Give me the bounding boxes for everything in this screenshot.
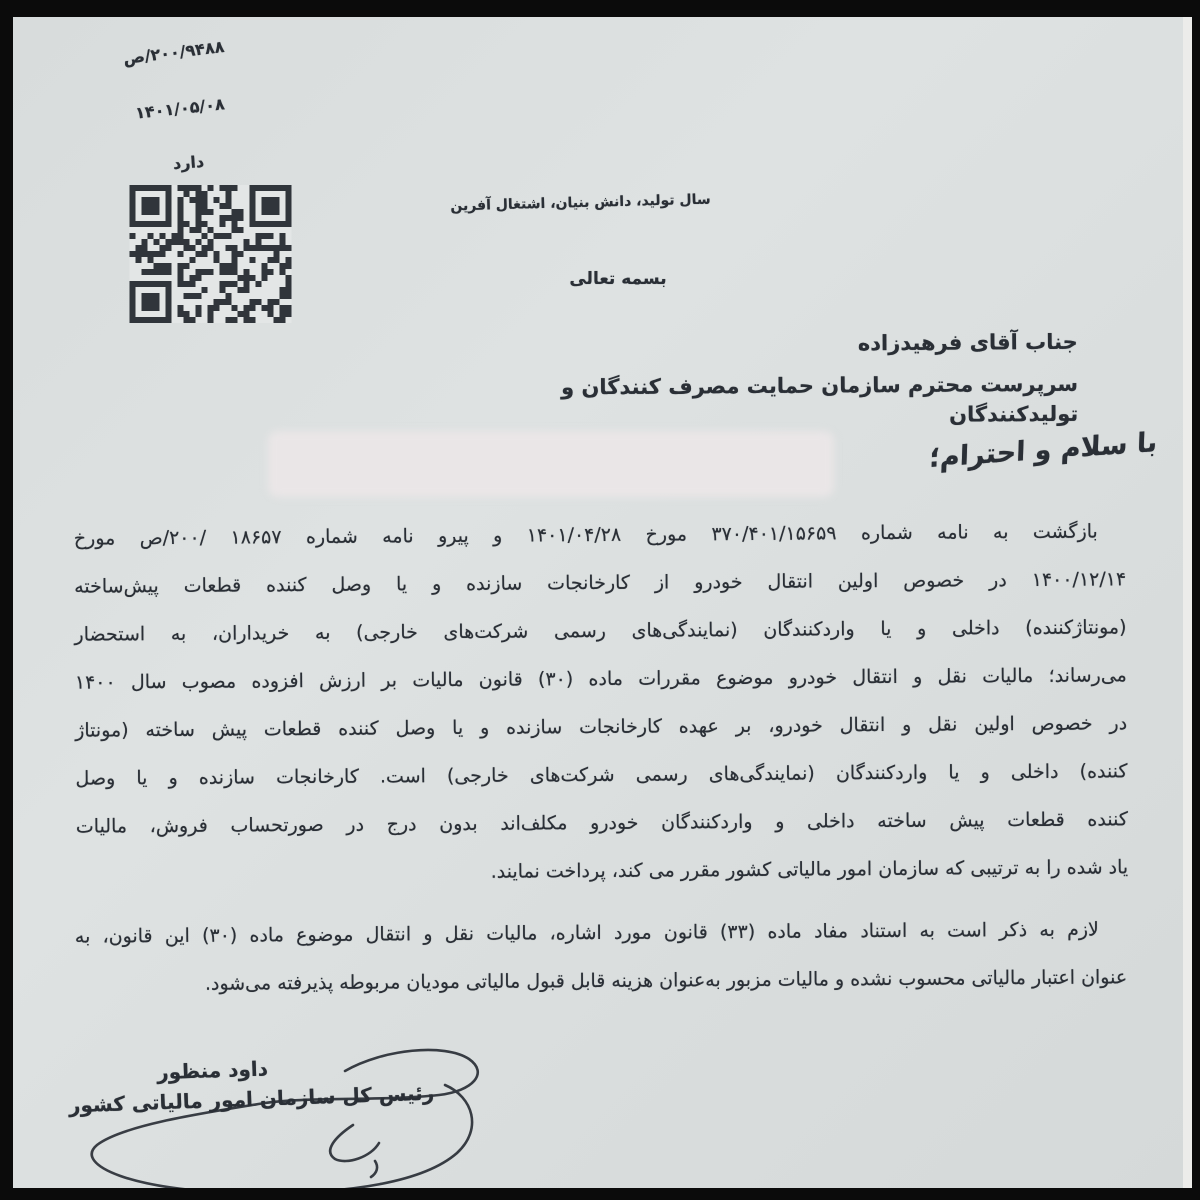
body-line: (مونتاژکننده) داخلی و یا واردکنندگان (نمایندگی‌های رسمی شرکت‌های خارجی) به خریداران، به استحضار (74, 616, 1127, 646)
recipient-title: سرپرست محترم سازمان حمایت مصرف کنندگان و تولیدکنندگان (561, 371, 1079, 427)
letter-date: ۱۴۰۱/۰۵/۰۸ (134, 94, 226, 123)
recipient-block (438, 327, 1079, 433)
body-paragraph-2 (75, 905, 1128, 1008)
body-line: در خصوص اولین نقل و انتقال خودرو، بر عهده کارخانجات سازنده و یا وصل کننده قطعات پیش ساخته (مونتاژ (75, 712, 1128, 742)
body-paragraph-1 (74, 507, 1129, 898)
body-line: ۱۴۰۰/۱۲/۱۴ در خصوص اولین انتقال خودرو از کارخانجات سازنده و یا وصل کننده قطعات پیش‌ساخته (74, 568, 1127, 598)
scan-border-right (1192, 0, 1200, 1200)
body-line: عنوان اعتبار مالیاتی محسوب نشده و مالیات مزبور به‌عنوان هزینه قابل قبول مالیاتی مودیان مربوطه پذیرفته می‌شود. (204, 966, 1128, 995)
body-line: لازم به ذکر است به استناد مفاد ماده (۳۳) قانون مورد اشاره، مالیات نقل و انتقال موضوع ماده (۳۰) این قانون، به (74, 918, 1099, 948)
letter-paper (13, 17, 1183, 1188)
scan-border-left (0, 0, 13, 1200)
scan-edge-sliver (1183, 17, 1192, 1188)
besmele-heading: بسمه تعالی (569, 269, 667, 289)
scan-border-top (0, 0, 1200, 17)
attachment-note: دارد (172, 151, 205, 174)
signatory-name: داود منظور (156, 1056, 269, 1085)
letter-number: ۲۰۰/۹۴۸۸/ص (122, 36, 226, 69)
signature-block (60, 1050, 442, 1117)
body-line: کننده قطعات پیش ساخته داخلی و واردکنندگان خودرو مکلف‌اند بدون درج در صورتحساب فروش، مالیات (75, 808, 1128, 838)
handwritten-salutation: با سلام و احترام؛ (928, 426, 1158, 475)
recipient-name: جناب آقای فرهیدزاده (857, 329, 1078, 356)
signatory-title: رئیس کل سازمان امور مالیاتی کشور (68, 1080, 435, 1118)
scan-border-bottom (0, 1188, 1200, 1200)
qr-code-icon (128, 185, 293, 323)
body-line: یاد شده را به ترتیبی که سازمان امور مالیاتی کشور مقرر می کند، پرداخت نمایند. (490, 856, 1129, 883)
body-line: کننده) داخلی و یا واردکنندگان (نمایندگی‌های رسمی شرکت‌های خارجی) است. کارخانجات سازنده و یا وصل (75, 760, 1128, 790)
body-line: می‌رساند؛ مالیات نقل و انتقال خودرو موضوع مقررات ماده (۳۰) قانون مالیات بر ارزش افزوده مصوب سال ۱۴۰۰ (74, 664, 1127, 694)
year-slogan: سال تولید، دانش بنیان، اشتغال آفرین (450, 191, 711, 215)
body-line: بازگشت به نامه شماره ۳۷۰/۴۰۱/۱۵۶۵۹ مورخ ۱۴۰۱/۰۴/۲۸ و پیرو نامه شماره ۱۸۶۵۷ /۲۰۰/ص مورخ (73, 520, 1098, 550)
redaction-mark (268, 431, 834, 497)
